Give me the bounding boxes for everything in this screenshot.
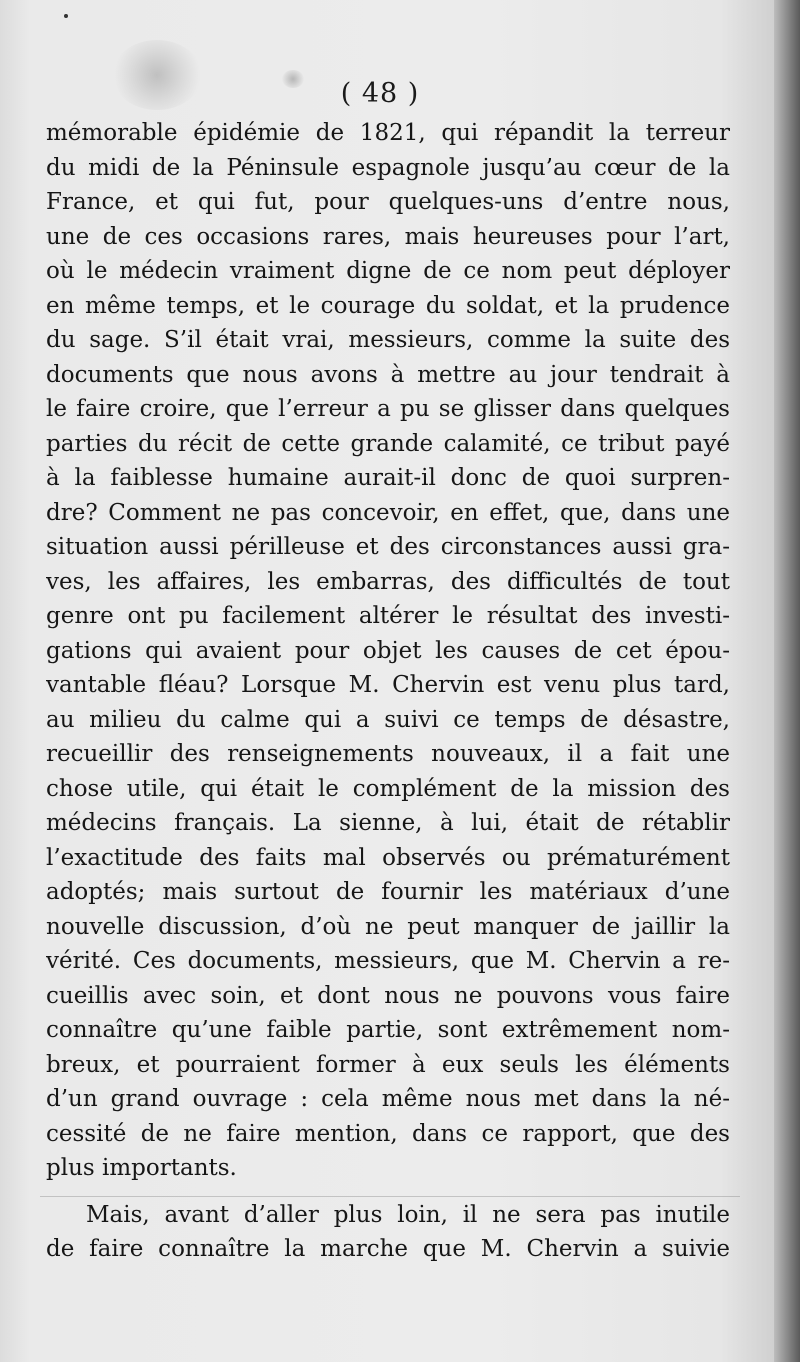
page-number: ( 48 ) [340, 78, 420, 109]
text-line: le faire croire, que l’erreur a pu se glisser dans quelques [46, 396, 730, 422]
text-line: mémorable épidémie de 1821, qui répandit la terreur [46, 120, 730, 146]
text-line: cueillis avec soin, et dont nous ne pouvons vous faire [46, 982, 730, 1009]
text-line: plus importants. [46, 1155, 237, 1181]
text-line: ves, les affaires, les embarras, des difficultés de tout [46, 568, 730, 595]
text-line: cessité de ne faire mention, dans ce rapport, que des [46, 1120, 730, 1147]
text-line: chose utile, qui était le complément de la mission des [46, 775, 730, 802]
text-line: Mais, avant d’aller plus loin, il ne sera pas inutile [86, 1201, 730, 1228]
text-line: l’exactitude des faits mal observés ou prématurément [46, 844, 730, 871]
text-line: recueillir des renseignements nouveaux, il a fait une [46, 741, 730, 767]
text-line: médecins français. La sienne, à lui, était de rétablir [46, 810, 730, 836]
text-line: France, et qui fut, pour quelques-uns d’entre nous, [46, 189, 730, 215]
text-line: vantable fléau? Lorsque M. Chervin est venu plus tard, [46, 672, 730, 698]
text-line: documents que nous avons à mettre au jour tendrait à [46, 361, 730, 388]
text-line: de faire connaître la marche que M. Chervin a suivie [46, 1236, 730, 1262]
body-text [46, 116, 730, 1267]
text-line: du midi de la Péninsule espagnole jusqu’au cœur de la [46, 154, 730, 181]
text-line: d’un grand ouvrage : cela même nous met dans la né- [46, 1086, 730, 1112]
text-line: genre ont pu facilement altérer le résultat des investi- [46, 603, 730, 629]
text-line: parties du récit de cette grande calamité, ce tribut payé [46, 430, 730, 457]
text-line: nouvelle discussion, d’où ne peut manquer de jaillir la [46, 913, 730, 940]
text-line: une de ces occasions rares, mais heureuses pour l’art, [46, 223, 730, 250]
paragraph-gap [46, 1186, 730, 1198]
text-line: breux, et pourraient former à eux seuls les éléments [46, 1051, 730, 1078]
text-line: adoptés; mais surtout de fournir les matériaux d’une [46, 879, 730, 905]
text-line: au milieu du calme qui a suivi ce temps de désastre, [46, 706, 730, 733]
text-line: du sage. S’il était vrai, messieurs, comme la suite des [46, 327, 730, 353]
book-spine-shadow [774, 0, 800, 1362]
text-line: en même temps, et le courage du soldat, et la prudence [46, 292, 730, 319]
text-line: situation aussi périlleuse et des circonstances aussi gra- [46, 534, 730, 560]
text-line: dre? Comment ne pas concevoir, en effet, que, dans une [46, 499, 730, 526]
text-line: à la faiblesse humaine aurait-il donc de quoi surpren- [46, 465, 730, 491]
text-line: gations qui avaient pour objet les causes de cet épou- [46, 637, 730, 664]
text-line: où le médecin vraiment digne de ce nom peut déployer [46, 258, 730, 284]
text-line: connaître qu’une faible partie, sont extrêmement nom- [46, 1017, 730, 1043]
ink-dot [64, 14, 68, 18]
text-line: vérité. Ces documents, messieurs, que M. Chervin a re- [46, 948, 730, 974]
